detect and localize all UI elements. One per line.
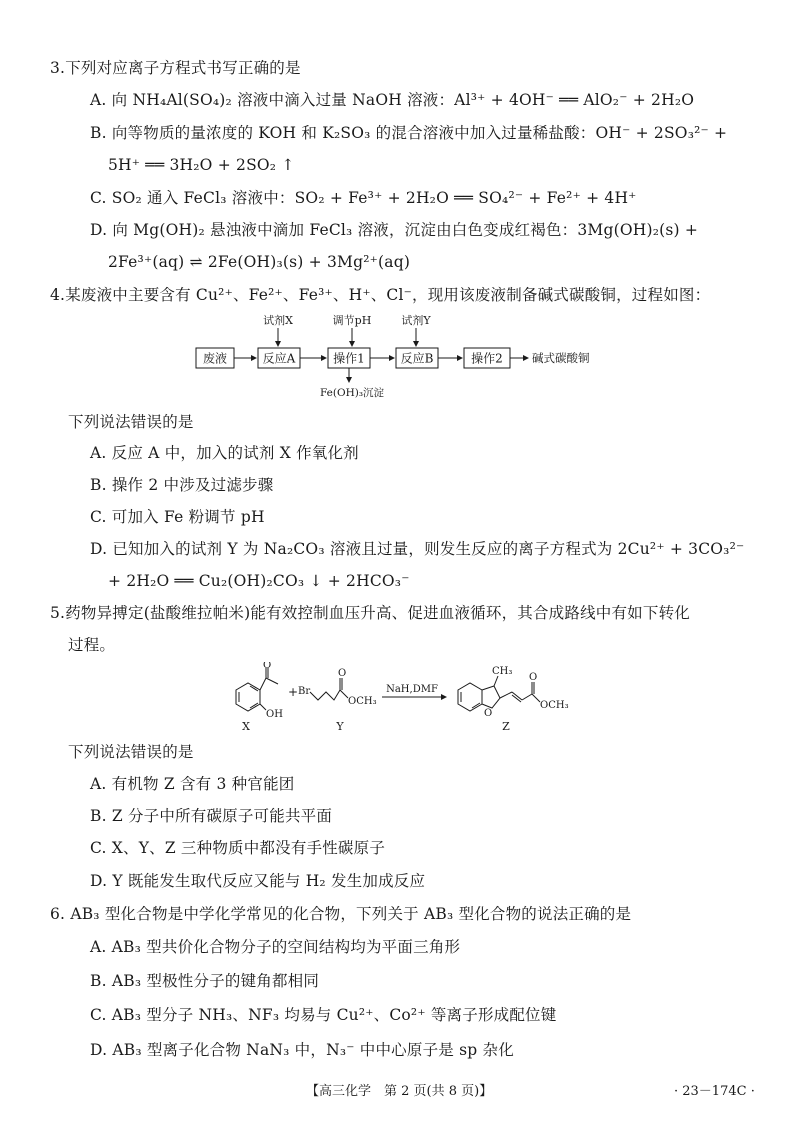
process-flow-diagram xyxy=(190,312,610,402)
q4-option-c: C. 可加入 Fe 粉调节 pH xyxy=(90,508,265,526)
z-ring-o: O xyxy=(484,708,493,719)
q4-option-a: A. 反应 A 中，加入的试剂 X 作氧化剂 xyxy=(90,444,359,462)
product-label: 碱式碳酸铜 xyxy=(532,351,590,365)
box-reaction-a-label: 反应A xyxy=(262,351,296,366)
y-och3-label: OCH₃ xyxy=(348,696,377,707)
q5-option-b: B. Z 分子中所有碳原子可能共平面 xyxy=(90,807,333,825)
q3-option-d-line1: D. 向 Mg(OH)₂ 悬浊液中滴加 FeCl₃ 溶液，沉淀由白色变成红褐色：3Mg(OH)₂(s) + xyxy=(90,221,699,239)
reaction-conditions: NaH,DMF xyxy=(386,684,438,695)
compound-x-structure xyxy=(236,668,278,711)
q6-option-a: A. AB₃ 型共价化合物分子的空间结构均为平面三角形 xyxy=(90,938,461,956)
z-ch3-label: CH₃ xyxy=(492,666,513,677)
box-operation-1-label: 操作1 xyxy=(333,351,365,366)
reagent-x-label: 试剂X xyxy=(263,314,293,327)
q3-option-b-line1: B. 向等物质的量浓度的 KOH 和 K₂SO₃ 的混合溶液中加入过量稀盐酸：OH⁻ + 2SO₃²⁻ + xyxy=(90,124,728,142)
q4-option-b: B. 操作 2 中涉及过滤步骤 xyxy=(90,476,274,494)
q5-option-d: D. Y 既能发生取代反应又能与 H₂ 发生加成反应 xyxy=(90,872,426,890)
q4-prompt: 下列说法错误的是 xyxy=(68,413,194,431)
q4-stem: 4.某废液中主要含有 Cu²⁺、Fe²⁺、Fe³⁺、H⁺、Cl⁻，现用该废液制备碱式碳酸铜，过程如图： xyxy=(50,286,711,304)
q6-option-c: C. AB₃ 型分子 NH₃、NF₃ 均易与 Cu²⁺、Co²⁺ 等离子形成配位键 xyxy=(90,1006,557,1024)
q3-option-a: A. 向 NH₄Al(SO₄)₂ 溶液中滴入过量 NaOH 溶液：Al³⁺ + 4OH⁻ ══ AlO₂⁻ + 2H₂O xyxy=(90,91,695,109)
box-waste-liquid-label: 废液 xyxy=(202,351,228,366)
q3-stem: 3.下列对应离子方程式书写正确的是 xyxy=(50,59,301,77)
q4-option-d-line1: D. 已知加入的试剂 Y 为 Na₂CO₃ 溶液且过量，则发生反应的离子方程式为 2Cu²⁺ + 3CO₃²⁻ xyxy=(90,540,745,558)
page-footer: 【高三化学 第 2 页(共 8 页)】 xyxy=(306,1084,493,1099)
q6-stem: 6. AB₃ 型化合物是中学化学常见的化合物，下列关于 AB₃ 型化合物的说法正确的是 xyxy=(50,905,632,923)
q6-option-d: D. AB₃ 型离子化合物 NaN₃ 中，N₃⁻ 中中心原子是 sp 杂化 xyxy=(90,1041,514,1059)
exam-code: · 23－174C · xyxy=(674,1084,755,1099)
synthesis-scheme xyxy=(222,662,582,734)
q5-stem-line1: 5.药物异搏定(盐酸维拉帕米)能有效控制血压升高、促进血液循环，其合成路线中有如下转化 xyxy=(50,604,690,622)
q5-prompt: 下列说法错误的是 xyxy=(68,743,194,761)
reagent-y-label: 试剂Y xyxy=(401,314,431,327)
q6-option-b: B. AB₃ 型极性分子的键角都相同 xyxy=(90,972,320,990)
adjust-ph-label: 调节pH xyxy=(332,314,372,327)
y-carbonyl-o: O xyxy=(338,668,347,679)
y-br-label: Br xyxy=(298,686,311,697)
compound-z-structure xyxy=(458,676,540,711)
q5-option-a: A. 有机物 Z 含有 3 种官能团 xyxy=(90,775,295,793)
box-reaction-b-label: 反应B xyxy=(400,351,434,366)
q4-option-d-line2: + 2H₂O ══ Cu₂(OH)₂CO₃ ↓ + 2HCO₃⁻ xyxy=(108,572,410,590)
x-oh-label: OH xyxy=(266,709,283,720)
q3-option-d-line2: 2Fe³⁺(aq) ⇌ 2Fe(OH)₃(s) + 3Mg²⁺(aq) xyxy=(108,253,411,271)
compound-y-structure xyxy=(310,678,348,700)
compound-x-label: X xyxy=(242,720,250,733)
q3-option-b-line2: 5H⁺ ══ 3H₂O + 2SO₂ ↑ xyxy=(108,156,295,174)
q5-option-c: C. X、Y、Z 三种物质中都没有手性碳原子 xyxy=(90,839,386,857)
plus-sign: + xyxy=(288,685,299,699)
z-och3-label: OCH₃ xyxy=(540,700,569,711)
q5-stem-line2: 过程。 xyxy=(68,636,116,654)
compound-y-label: Y xyxy=(336,720,344,733)
q3-option-c: C. SO₂ 通入 FeCl₃ 溶液中：SO₂ + Fe³⁺ + 2H₂O ══ SO₄²⁻ + Fe²⁺ + 4H⁺ xyxy=(90,189,637,207)
precipitate-label: Fe(OH)₃沉淀 xyxy=(319,387,385,399)
z-carbonyl-o: O xyxy=(529,672,538,683)
box-operation-2-label: 操作2 xyxy=(471,351,503,366)
compound-z-label: Z xyxy=(502,720,510,733)
x-carbonyl-o: O xyxy=(263,662,272,671)
